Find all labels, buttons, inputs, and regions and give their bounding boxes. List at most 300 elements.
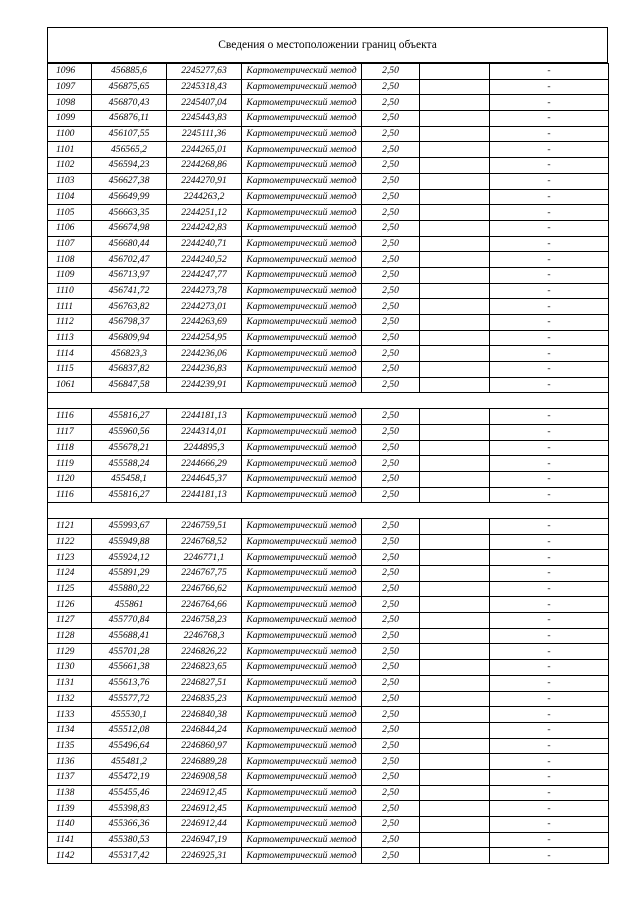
accuracy-cell: 2,50	[362, 252, 420, 268]
y-coordinate-cell: 2244666,29	[167, 456, 242, 472]
x-coordinate-cell: 455678,21	[92, 440, 167, 456]
extra-cell	[420, 126, 490, 142]
method-cell: Картометрический метод	[242, 189, 362, 205]
x-coordinate-cell: 455924,12	[92, 550, 167, 566]
extra-cell	[420, 205, 490, 221]
extra-cell	[420, 597, 490, 613]
table-row	[48, 471, 609, 487]
point-number-cell: 1129	[48, 644, 92, 660]
point-number-cell: 1115	[48, 362, 92, 378]
note-cell: -	[490, 722, 609, 738]
accuracy-cell: 2,50	[362, 613, 420, 629]
extra-cell	[420, 362, 490, 378]
y-coordinate-cell: 2246768,3	[167, 628, 242, 644]
y-coordinate-cell: 2245318,43	[167, 79, 242, 95]
note-cell: -	[490, 236, 609, 252]
y-coordinate-cell: 2244314,01	[167, 424, 242, 440]
accuracy-cell: 2,50	[362, 95, 420, 111]
note-cell: -	[490, 691, 609, 707]
method-cell: Картометрический метод	[242, 471, 362, 487]
y-coordinate-cell: 2244273,01	[167, 299, 242, 315]
note-cell: -	[490, 801, 609, 817]
extra-cell	[420, 377, 490, 393]
note-cell: -	[490, 252, 609, 268]
x-coordinate-cell: 455472,19	[92, 769, 167, 785]
note-cell: -	[490, 220, 609, 236]
method-cell: Картометрический метод	[242, 330, 362, 346]
extra-cell	[420, 315, 490, 331]
method-cell: Картометрический метод	[242, 581, 362, 597]
x-coordinate-cell: 455380,53	[92, 832, 167, 848]
note-cell: -	[490, 518, 609, 534]
note-cell: -	[490, 126, 609, 142]
accuracy-cell: 2,50	[362, 691, 420, 707]
extra-cell	[420, 801, 490, 817]
table-row	[48, 754, 609, 770]
note-cell: -	[490, 597, 609, 613]
point-number-cell: 1124	[48, 566, 92, 582]
method-cell: Картометрический метод	[242, 111, 362, 127]
point-number-cell: 1117	[48, 424, 92, 440]
separator-cell	[167, 503, 242, 519]
table-row	[48, 518, 609, 534]
accuracy-cell: 2,50	[362, 597, 420, 613]
point-number-cell: 1125	[48, 581, 92, 597]
note-cell: -	[490, 346, 609, 362]
y-coordinate-cell: 2246767,75	[167, 566, 242, 582]
y-coordinate-cell: 2244181,13	[167, 409, 242, 425]
x-coordinate-cell: 455366,36	[92, 817, 167, 833]
note-cell: -	[490, 487, 609, 503]
y-coordinate-cell: 2246826,22	[167, 644, 242, 660]
extra-cell	[420, 111, 490, 127]
accuracy-cell: 2,50	[362, 487, 420, 503]
x-coordinate-cell: 456594,23	[92, 158, 167, 174]
y-coordinate-cell: 2246860,97	[167, 738, 242, 754]
x-coordinate-cell: 456713,97	[92, 267, 167, 283]
point-number-cell: 1122	[48, 534, 92, 550]
x-coordinate-cell: 456885,6	[92, 64, 167, 80]
extra-cell	[420, 267, 490, 283]
point-number-cell: 1132	[48, 691, 92, 707]
accuracy-cell: 2,50	[362, 817, 420, 833]
table-row	[48, 550, 609, 566]
extra-cell	[420, 220, 490, 236]
note-cell: -	[490, 769, 609, 785]
y-coordinate-cell: 2246947,19	[167, 832, 242, 848]
y-coordinate-cell: 2244251,12	[167, 205, 242, 221]
x-coordinate-cell: 456649,99	[92, 189, 167, 205]
table-row	[48, 644, 609, 660]
y-coordinate-cell: 2246768,52	[167, 534, 242, 550]
accuracy-cell: 2,50	[362, 675, 420, 691]
point-number-cell: 1119	[48, 456, 92, 472]
y-coordinate-cell: 2244240,52	[167, 252, 242, 268]
y-coordinate-cell: 2244236,06	[167, 346, 242, 362]
table-row	[48, 613, 609, 629]
extra-cell	[420, 754, 490, 770]
extra-cell	[420, 644, 490, 660]
note-cell: -	[490, 173, 609, 189]
point-number-cell: 1134	[48, 722, 92, 738]
table-row	[48, 283, 609, 299]
table-row	[48, 675, 609, 691]
table-row	[48, 330, 609, 346]
y-coordinate-cell: 2246908,58	[167, 769, 242, 785]
x-coordinate-cell: 456674,98	[92, 220, 167, 236]
x-coordinate-cell: 455661,38	[92, 660, 167, 676]
separator-cell	[242, 393, 362, 409]
point-number-cell: 1118	[48, 440, 92, 456]
y-coordinate-cell: 2246912,45	[167, 785, 242, 801]
method-cell: Картометрический метод	[242, 754, 362, 770]
note-cell: -	[490, 785, 609, 801]
table-row	[48, 817, 609, 833]
note-cell: -	[490, 299, 609, 315]
method-cell: Картометрический метод	[242, 440, 362, 456]
method-cell: Картометрический метод	[242, 707, 362, 723]
accuracy-cell: 2,50	[362, 769, 420, 785]
accuracy-cell: 2,50	[362, 440, 420, 456]
method-cell: Картометрический метод	[242, 456, 362, 472]
note-cell: -	[490, 566, 609, 582]
y-coordinate-cell: 2244263,69	[167, 315, 242, 331]
method-cell: Картометрический метод	[242, 597, 362, 613]
table-row	[48, 707, 609, 723]
separator-cell	[92, 503, 167, 519]
note-cell: -	[490, 817, 609, 833]
x-coordinate-cell: 456837,82	[92, 362, 167, 378]
y-coordinate-cell: 2246889,28	[167, 754, 242, 770]
point-number-cell: 1100	[48, 126, 92, 142]
extra-cell	[420, 550, 490, 566]
table-row	[48, 173, 609, 189]
accuracy-cell: 2,50	[362, 267, 420, 283]
y-coordinate-cell: 2246925,31	[167, 848, 242, 864]
point-number-cell: 1061	[48, 377, 92, 393]
point-number-cell: 1108	[48, 252, 92, 268]
x-coordinate-cell: 455816,27	[92, 487, 167, 503]
table-row	[48, 79, 609, 95]
table-row	[48, 691, 609, 707]
method-cell: Картометрический метод	[242, 832, 362, 848]
point-number-cell: 1131	[48, 675, 92, 691]
accuracy-cell: 2,50	[362, 722, 420, 738]
extra-cell	[420, 409, 490, 425]
method-cell: Картометрический метод	[242, 409, 362, 425]
y-coordinate-cell: 2246764,66	[167, 597, 242, 613]
separator-cell	[167, 393, 242, 409]
y-coordinate-cell: 2245111,36	[167, 126, 242, 142]
note-cell: -	[490, 707, 609, 723]
separator-cell	[242, 503, 362, 519]
x-coordinate-cell: 456876,11	[92, 111, 167, 127]
extra-cell	[420, 189, 490, 205]
accuracy-cell: 2,50	[362, 832, 420, 848]
extra-cell	[420, 95, 490, 111]
boundary-coordinates-sheet	[47, 27, 608, 864]
separator-cell	[420, 393, 490, 409]
table-row	[48, 440, 609, 456]
extra-cell	[420, 142, 490, 158]
note-cell: -	[490, 189, 609, 205]
method-cell: Картометрический метод	[242, 346, 362, 362]
accuracy-cell: 2,50	[362, 173, 420, 189]
point-number-cell: 1135	[48, 738, 92, 754]
point-number-cell: 1110	[48, 283, 92, 299]
x-coordinate-cell: 456847,58	[92, 377, 167, 393]
accuracy-cell: 2,50	[362, 660, 420, 676]
method-cell: Картометрический метод	[242, 628, 362, 644]
method-cell: Картометрический метод	[242, 315, 362, 331]
method-cell: Картометрический метод	[242, 769, 362, 785]
extra-cell	[420, 722, 490, 738]
x-coordinate-cell: 456663,35	[92, 205, 167, 221]
point-number-cell: 1103	[48, 173, 92, 189]
table-row	[48, 126, 609, 142]
x-coordinate-cell: 456107,55	[92, 126, 167, 142]
extra-cell	[420, 628, 490, 644]
x-coordinate-cell: 456565,2	[92, 142, 167, 158]
y-coordinate-cell: 2244273,78	[167, 283, 242, 299]
table-row	[48, 158, 609, 174]
point-number-cell: 1113	[48, 330, 92, 346]
y-coordinate-cell: 2244239,91	[167, 377, 242, 393]
group-separator-row	[48, 503, 609, 519]
separator-cell	[420, 503, 490, 519]
x-coordinate-cell: 455688,41	[92, 628, 167, 644]
accuracy-cell: 2,50	[362, 707, 420, 723]
x-coordinate-cell: 455949,88	[92, 534, 167, 550]
separator-cell	[362, 393, 420, 409]
point-number-cell: 1126	[48, 597, 92, 613]
y-coordinate-cell: 2246840,38	[167, 707, 242, 723]
method-cell: Картометрический метод	[242, 220, 362, 236]
method-cell: Картометрический метод	[242, 362, 362, 378]
extra-cell	[420, 158, 490, 174]
table-row	[48, 722, 609, 738]
table-row	[48, 566, 609, 582]
point-number-cell: 1137	[48, 769, 92, 785]
method-cell: Картометрический метод	[242, 205, 362, 221]
point-number-cell: 1121	[48, 518, 92, 534]
point-number-cell: 1138	[48, 785, 92, 801]
table-row	[48, 660, 609, 676]
table-row	[48, 769, 609, 785]
note-cell: -	[490, 377, 609, 393]
point-number-cell: 1136	[48, 754, 92, 770]
point-number-cell: 1101	[48, 142, 92, 158]
point-number-cell: 1111	[48, 299, 92, 315]
method-cell: Картометрический метод	[242, 95, 362, 111]
method-cell: Картометрический метод	[242, 377, 362, 393]
y-coordinate-cell: 2245443,83	[167, 111, 242, 127]
accuracy-cell: 2,50	[362, 801, 420, 817]
separator-cell	[362, 503, 420, 519]
note-cell: -	[490, 205, 609, 221]
method-cell: Картометрический метод	[242, 550, 362, 566]
x-coordinate-cell: 456823,3	[92, 346, 167, 362]
table-row	[48, 597, 609, 613]
method-cell: Картометрический метод	[242, 283, 362, 299]
note-cell: -	[490, 283, 609, 299]
coordinates-table	[47, 63, 609, 864]
point-number-cell: 1127	[48, 613, 92, 629]
point-number-cell: 1107	[48, 236, 92, 252]
extra-cell	[420, 675, 490, 691]
extra-cell	[420, 738, 490, 754]
accuracy-cell: 2,50	[362, 126, 420, 142]
accuracy-cell: 2,50	[362, 236, 420, 252]
accuracy-cell: 2,50	[362, 456, 420, 472]
y-coordinate-cell: 2246766,62	[167, 581, 242, 597]
note-cell: -	[490, 644, 609, 660]
x-coordinate-cell: 455993,67	[92, 518, 167, 534]
accuracy-cell: 2,50	[362, 471, 420, 487]
accuracy-cell: 2,50	[362, 738, 420, 754]
method-cell: Картометрический метод	[242, 487, 362, 503]
accuracy-cell: 2,50	[362, 628, 420, 644]
point-number-cell: 1106	[48, 220, 92, 236]
x-coordinate-cell: 455960,56	[92, 424, 167, 440]
extra-cell	[420, 785, 490, 801]
point-number-cell: 1109	[48, 267, 92, 283]
table-row	[48, 362, 609, 378]
table-row	[48, 848, 609, 864]
accuracy-cell: 2,50	[362, 299, 420, 315]
method-cell: Картометрический метод	[242, 801, 362, 817]
point-number-cell: 1105	[48, 205, 92, 221]
y-coordinate-cell: 2244240,71	[167, 236, 242, 252]
x-coordinate-cell: 456798,37	[92, 315, 167, 331]
accuracy-cell: 2,50	[362, 644, 420, 660]
method-cell: Картометрический метод	[242, 722, 362, 738]
x-coordinate-cell: 455481,2	[92, 754, 167, 770]
y-coordinate-cell: 2245277,63	[167, 64, 242, 80]
extra-cell	[420, 534, 490, 550]
point-number-cell: 1120	[48, 471, 92, 487]
accuracy-cell: 2,50	[362, 534, 420, 550]
method-cell: Картометрический метод	[242, 126, 362, 142]
point-number-cell: 1139	[48, 801, 92, 817]
x-coordinate-cell: 455861	[92, 597, 167, 613]
point-number-cell: 1096	[48, 64, 92, 80]
y-coordinate-cell: 2246823,65	[167, 660, 242, 676]
x-coordinate-cell: 455816,27	[92, 409, 167, 425]
point-number-cell: 1116	[48, 487, 92, 503]
method-cell: Картометрический метод	[242, 424, 362, 440]
table-row	[48, 628, 609, 644]
x-coordinate-cell: 456741,72	[92, 283, 167, 299]
y-coordinate-cell: 2246759,51	[167, 518, 242, 534]
method-cell: Картометрический метод	[242, 64, 362, 80]
x-coordinate-cell: 456680,44	[92, 236, 167, 252]
accuracy-cell: 2,50	[362, 79, 420, 95]
y-coordinate-cell: 2246835,23	[167, 691, 242, 707]
x-coordinate-cell: 456763,82	[92, 299, 167, 315]
accuracy-cell: 2,50	[362, 581, 420, 597]
table-row	[48, 267, 609, 283]
extra-cell	[420, 456, 490, 472]
method-cell: Картометрический метод	[242, 252, 362, 268]
extra-cell	[420, 581, 490, 597]
x-coordinate-cell: 456702,47	[92, 252, 167, 268]
table-row	[48, 409, 609, 425]
note-cell: -	[490, 362, 609, 378]
extra-cell	[420, 848, 490, 864]
method-cell: Картометрический метод	[242, 236, 362, 252]
y-coordinate-cell: 2244247,77	[167, 267, 242, 283]
table-row	[48, 424, 609, 440]
extra-cell	[420, 691, 490, 707]
method-cell: Картометрический метод	[242, 644, 362, 660]
table-row	[48, 252, 609, 268]
extra-cell	[420, 769, 490, 785]
note-cell: -	[490, 456, 609, 472]
table-row	[48, 299, 609, 315]
table-row	[48, 738, 609, 754]
accuracy-cell: 2,50	[362, 220, 420, 236]
accuracy-cell: 2,50	[362, 315, 420, 331]
note-cell: -	[490, 550, 609, 566]
table-row	[48, 189, 609, 205]
point-number-cell: 1114	[48, 346, 92, 362]
note-cell: -	[490, 64, 609, 80]
point-number-cell: 1116	[48, 409, 92, 425]
note-cell: -	[490, 267, 609, 283]
table-row	[48, 205, 609, 221]
extra-cell	[420, 236, 490, 252]
separator-cell	[48, 393, 92, 409]
accuracy-cell: 2,50	[362, 754, 420, 770]
accuracy-cell: 2,50	[362, 848, 420, 864]
x-coordinate-cell: 455458,1	[92, 471, 167, 487]
separator-cell	[490, 393, 609, 409]
separator-cell	[92, 393, 167, 409]
note-cell: -	[490, 738, 609, 754]
method-cell: Картометрический метод	[242, 785, 362, 801]
note-cell: -	[490, 142, 609, 158]
y-coordinate-cell: 2246771,1	[167, 550, 242, 566]
accuracy-cell: 2,50	[362, 785, 420, 801]
point-number-cell: 1142	[48, 848, 92, 864]
accuracy-cell: 2,50	[362, 111, 420, 127]
table-row	[48, 377, 609, 393]
extra-cell	[420, 173, 490, 189]
table-row	[48, 236, 609, 252]
note-cell: -	[490, 848, 609, 864]
y-coordinate-cell: 2244181,13	[167, 487, 242, 503]
extra-cell	[420, 817, 490, 833]
y-coordinate-cell: 2246912,45	[167, 801, 242, 817]
method-cell: Картометрический метод	[242, 518, 362, 534]
extra-cell	[420, 566, 490, 582]
note-cell: -	[490, 660, 609, 676]
extra-cell	[420, 252, 490, 268]
accuracy-cell: 2,50	[362, 566, 420, 582]
separator-cell	[48, 503, 92, 519]
table-row	[48, 487, 609, 503]
x-coordinate-cell: 455455,46	[92, 785, 167, 801]
extra-cell	[420, 832, 490, 848]
extra-cell	[420, 613, 490, 629]
method-cell: Картометрический метод	[242, 613, 362, 629]
table-row	[48, 581, 609, 597]
note-cell: -	[490, 440, 609, 456]
extra-cell	[420, 440, 490, 456]
accuracy-cell: 2,50	[362, 189, 420, 205]
table-row	[48, 534, 609, 550]
